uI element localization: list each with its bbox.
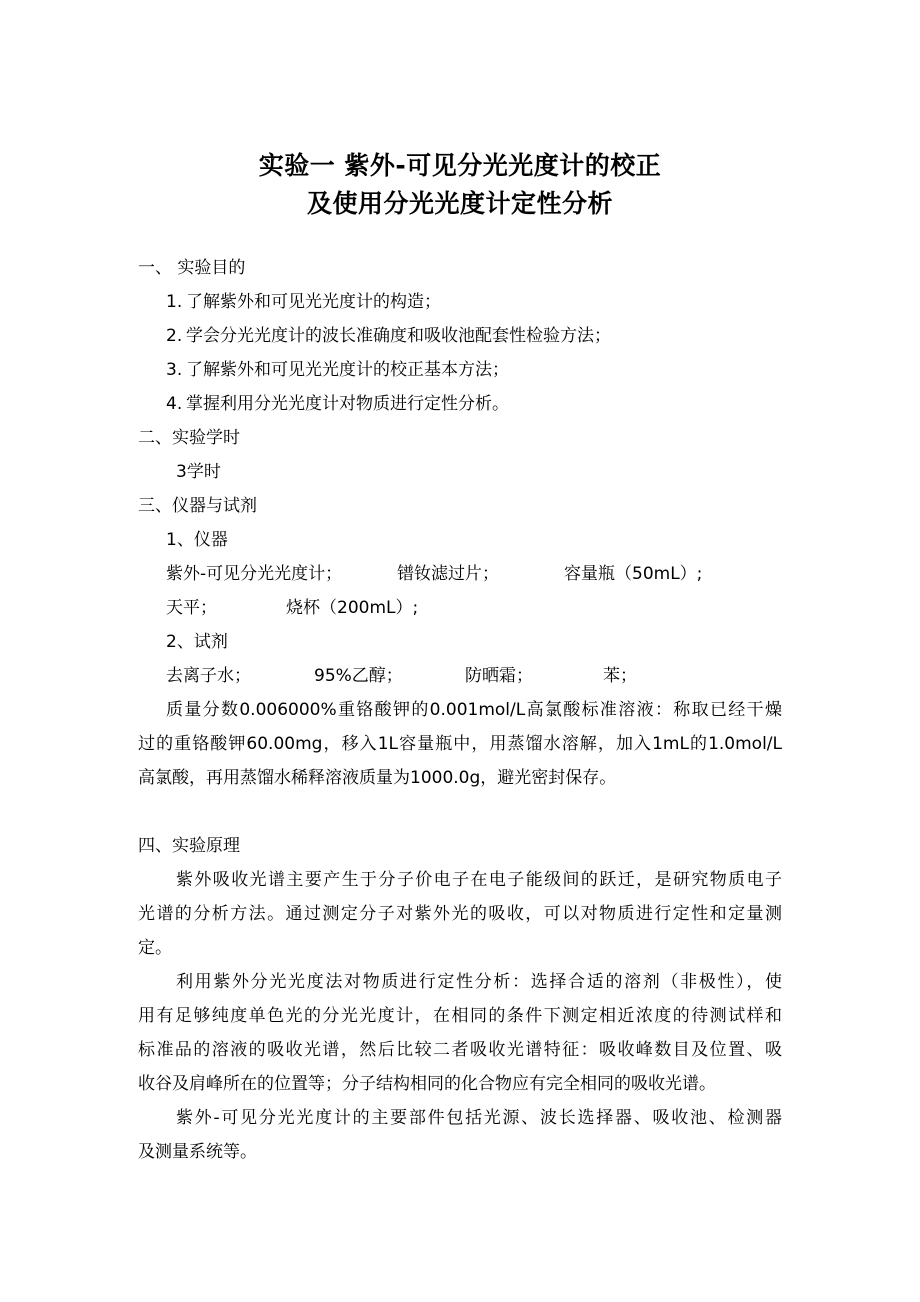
reagent-item: 防晒霜；	[465, 666, 533, 686]
standard-solution-line: 高氯酸，再用蒸馏水稀释溶液质量为1000.0g，避光密封保存。	[138, 768, 617, 788]
objective-number: 2.	[166, 326, 183, 346]
principle-paragraph-line: 紫外-可见分光光度计的主要部件包括光源、波长选择器、吸收池、检测器	[176, 1108, 782, 1128]
instrument-item: 天平；	[166, 598, 217, 618]
reagents-subheading: 2、试剂	[166, 632, 228, 652]
objective-item	[166, 359, 509, 381]
objective-item	[166, 291, 441, 313]
principle-paragraph-line: 标准品的溶液的吸收光谱，然后比较二者吸收光谱特征：吸收峰数目及位置、吸	[138, 1040, 782, 1060]
doc-title-line2: 及使用分光光度计定性分析	[306, 189, 613, 218]
objective-text: 掌握利用分光光度计对物质进行定性分析。	[186, 394, 509, 414]
reagent-item: 去离子水；	[166, 666, 251, 686]
instrument-item: 紫外-可见分光光度计；	[166, 564, 343, 584]
principle-paragraph-line: 紫外吸收光谱主要产生于分子价电子在电子能级间的跃迁，是研究物质电子	[176, 870, 782, 890]
standard-solution-line: 过的重铬酸钾60.00mg，移入1L容量瓶中，用蒸馏水溶解，加入1mL的1.0mol/L	[138, 734, 782, 754]
principle-paragraph-line: 定。	[138, 938, 172, 958]
principle-paragraph-line: 及测量系统等。	[138, 1142, 257, 1162]
standard-solution-line: 质量分数0.006000%重铬酸钾的0.001mol/L高氯酸标准溶液：称取已经干燥	[166, 700, 782, 720]
instrument-item: 镨钕滤过片；	[397, 564, 499, 584]
instruments-subheading: 1、仪器	[166, 530, 228, 550]
principle-paragraph-line: 用有足够纯度单色光的分光光度计，在相同的条件下测定相近浓度的待测试样和	[138, 1006, 782, 1026]
instrument-item: 烧杯（200mL）;	[286, 598, 419, 618]
objective-text: 学会分光光度计的波长准确度和吸收池配套性检验方法；	[186, 326, 611, 346]
objective-item	[166, 393, 509, 415]
reagent-item: 苯；	[603, 666, 637, 686]
principle-paragraph-line: 利用紫外分光光度法对物质进行定性分析：选择合适的溶剂（非极性），使	[176, 972, 782, 992]
doc-title-line1: 实验一 紫外-可见分光光度计的校正	[258, 151, 662, 180]
section3-heading: 三、仪器与试剂	[138, 496, 257, 516]
objective-text: 了解紫外和可见光光度计的构造；	[186, 292, 441, 312]
class-hours: 3学时	[176, 462, 221, 482]
principle-paragraph-line: 收谷及肩峰所在的位置等；分子结构相同的化合物应有完全相同的吸收光谱。	[138, 1074, 716, 1094]
section2-heading: 二、实验学时	[138, 428, 240, 448]
section4-heading: 四、实验原理	[138, 836, 240, 856]
objective-number: 4.	[166, 394, 183, 414]
instrument-item: 容量瓶（50mL）;	[564, 564, 703, 584]
section1-heading: 一、 实验目的	[138, 258, 246, 278]
objective-number: 3.	[166, 360, 183, 380]
objective-number: 1.	[166, 292, 183, 312]
reagent-item: 95%乙醇；	[314, 666, 403, 686]
objective-text: 了解紫外和可见光光度计的校正基本方法；	[186, 360, 509, 380]
objective-item	[166, 325, 611, 347]
principle-paragraph-line: 光谱的分析方法。通过测定分子对紫外光的吸收，可以对物质进行定性和定量测	[138, 904, 782, 924]
